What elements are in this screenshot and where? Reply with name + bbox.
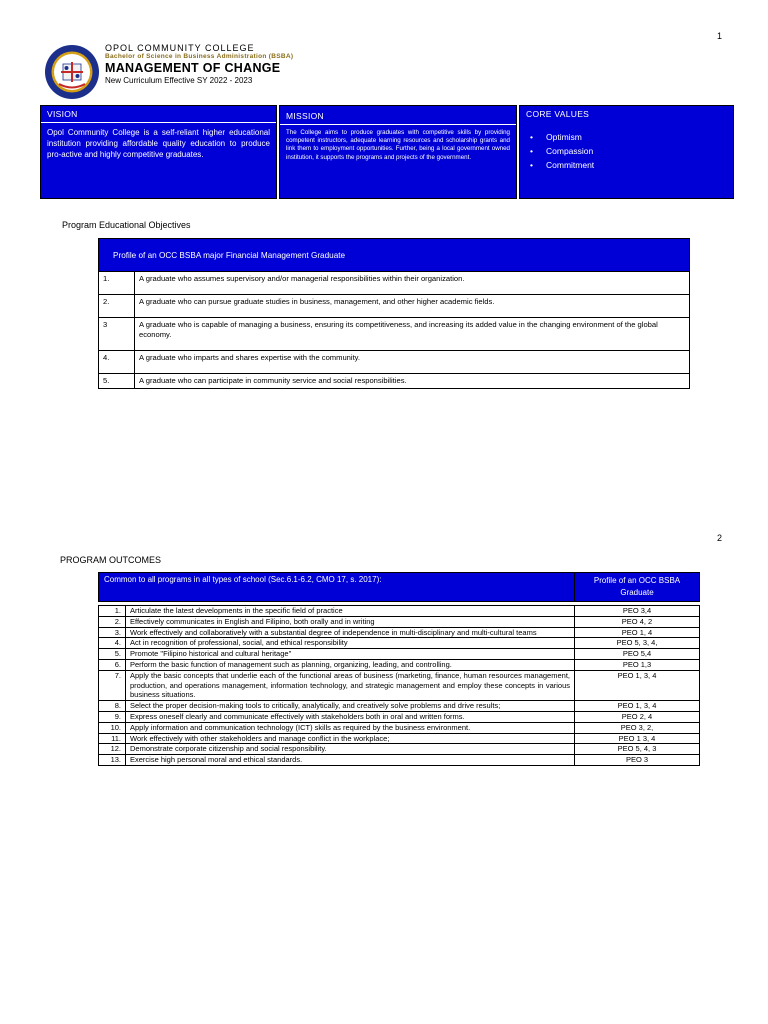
table-row (99, 701, 700, 712)
po-number: 5. (99, 649, 126, 660)
core-value-item: • Commitment (546, 158, 733, 172)
program-outcomes-table (98, 572, 700, 766)
po-header-common: Common to all programs in all types of school (Sec.6.1-6.2, CMO 17, s. 2017): (99, 573, 575, 602)
po-peo-mapping: PEO 3 (575, 755, 700, 766)
po-number: 3. (99, 627, 126, 638)
po-outcome: Promote "Filipino historical and cultural heritage" (126, 649, 575, 660)
po-peo-mapping: PEO 1, 4 (575, 627, 700, 638)
program-name: Bachelor of Science in Business Administration (BSBA) (105, 53, 294, 60)
table-row (99, 755, 700, 766)
po-number: 2. (99, 616, 126, 627)
peo-text: A graduate who assumes supervisory and/or managerial responsibilities within their organization. (135, 272, 690, 295)
peo-table (98, 238, 690, 389)
po-number: 7. (99, 670, 126, 700)
po-outcome: Exercise high personal moral and ethical standards. (126, 755, 575, 766)
mission-heading: MISSION (280, 106, 516, 125)
table-row (99, 616, 700, 627)
po-outcome: Effectively communicates in English and Filipino, both orally and in writing (126, 616, 575, 627)
peo-number: 2. (99, 295, 135, 318)
po-number: 8. (99, 701, 126, 712)
page-number-1: 1 (717, 31, 723, 41)
po-peo-mapping: PEO 3, 2, (575, 722, 700, 733)
core-values-list (520, 122, 733, 172)
college-name: OPOL COMMUNITY COLLEGE (105, 43, 255, 53)
table-row (99, 733, 700, 744)
table-row (99, 711, 700, 722)
table-row (99, 295, 690, 318)
po-peo-mapping: PEO 5, 3, 4, (575, 638, 700, 649)
table-row (99, 638, 700, 649)
po-peo-mapping: PEO 1,3 (575, 659, 700, 670)
table-row (99, 606, 700, 617)
po-outcome: Articulate the latest developments in the specific field of practice (126, 606, 575, 617)
table-row (99, 627, 700, 638)
college-seal-logo (44, 44, 100, 100)
po-outcome: Apply the basic concepts that underlie each of the functional areas of business (marketing, finance, human resources management, production, and operations management, information technology, and strategic management and employ these concepts in various business situations. (126, 670, 575, 700)
peo-number: 5. (99, 374, 135, 389)
po-peo-mapping: PEO 1, 3, 4 (575, 670, 700, 700)
table-row (99, 318, 690, 351)
peo-text: A graduate who can participate in community service and social responsibilities. (135, 374, 690, 389)
course-title: MANAGEMENT OF CHANGE (105, 61, 281, 75)
po-outcome: Apply information and communication technology (ICT) skills as required by the business environment. (126, 722, 575, 733)
mission-box (279, 105, 517, 199)
peo-text: A graduate who imparts and shares expertise with the community. (135, 351, 690, 374)
po-number: 6. (99, 659, 126, 670)
core-value-item: • Compassion (546, 144, 733, 158)
peo-number: 4. (99, 351, 135, 374)
po-outcome: Demonstrate corporate citizenship and social responsibility. (126, 744, 575, 755)
po-peo-mapping: PEO 5, 4, 3 (575, 744, 700, 755)
table-row (99, 722, 700, 733)
table-row (99, 351, 690, 374)
po-peo-mapping: PEO 4, 2 (575, 616, 700, 627)
po-peo-mapping: PEO 1 3, 4 (575, 733, 700, 744)
table-row (99, 659, 700, 670)
po-outcome: Work effectively with other stakeholders and manage conflict in the workplace; (126, 733, 575, 744)
table-row (99, 272, 690, 295)
core-value-item: • Optimism (546, 130, 733, 144)
peo-section-label: Program Educational Objectives (62, 220, 191, 230)
po-outcome: Select the proper decision-making tools to critically, analytically, and creatively solve problems and drive results; (126, 701, 575, 712)
core-values-box (519, 105, 734, 199)
po-header-profile: Profile of an OCC BSBA Graduate (575, 573, 700, 602)
po-number: 4. (99, 638, 126, 649)
vision-heading: VISION (41, 106, 276, 123)
po-number: 1. (99, 606, 126, 617)
table-row (99, 374, 690, 389)
peo-number: 3 (99, 318, 135, 351)
peo-number: 1. (99, 272, 135, 295)
vision-box (40, 105, 277, 199)
peo-text: A graduate who can pursue graduate studies in business, management, and other higher academic fields. (135, 295, 690, 318)
po-outcome: Express oneself clearly and communicate effectively with stakeholders both in oral and written forms. (126, 711, 575, 722)
mission-text: The College aims to produce graduates with competitive skills by providing competent instructors, adequate learning resources and scholarship grants and link them to employment opportunities. Further, being a local government owned institution, it supports the programs and projects of the government. (286, 129, 510, 161)
po-peo-mapping: PEO 3,4 (575, 606, 700, 617)
core-values-heading: CORE VALUES (526, 109, 590, 119)
po-peo-mapping: PEO 1, 3, 4 (575, 701, 700, 712)
po-number: 9. (99, 711, 126, 722)
po-peo-mapping: PEO 5,4 (575, 649, 700, 660)
curriculum-effectivity: New Curriculum Effective SY 2022 - 2023 (105, 76, 253, 85)
vision-text: Opol Community College is a self-reliant higher educational institution providing affordable quality education to produce pro-active and highly competitive graduates. (47, 128, 270, 159)
page-number-2: 2 (717, 533, 723, 543)
table-row (99, 744, 700, 755)
po-number: 10. (99, 722, 126, 733)
peo-text: A graduate who is capable of managing a business, ensuring its competitiveness, and increasing its added value in the changing environment of the global economy. (135, 318, 690, 351)
po-number: 11. (99, 733, 126, 744)
po-peo-mapping: PEO 2, 4 (575, 711, 700, 722)
po-section-label: PROGRAM OUTCOMES (60, 555, 162, 565)
po-outcome: Act in recognition of professional, social, and ethical responsibility (126, 638, 575, 649)
po-number: 13. (99, 755, 126, 766)
table-row (99, 649, 700, 660)
peo-table-header: Profile of an OCC BSBA major Financial Management Graduate (99, 239, 690, 272)
po-number: 12. (99, 744, 126, 755)
table-row (99, 670, 700, 700)
po-outcome: Perform the basic function of management such as planning, organizing, leading, and controlling. (126, 659, 575, 670)
po-outcome: Work effectively and collaboratively with a substantial degree of independence in multi-disciplinary and multi-cultural teams (126, 627, 575, 638)
